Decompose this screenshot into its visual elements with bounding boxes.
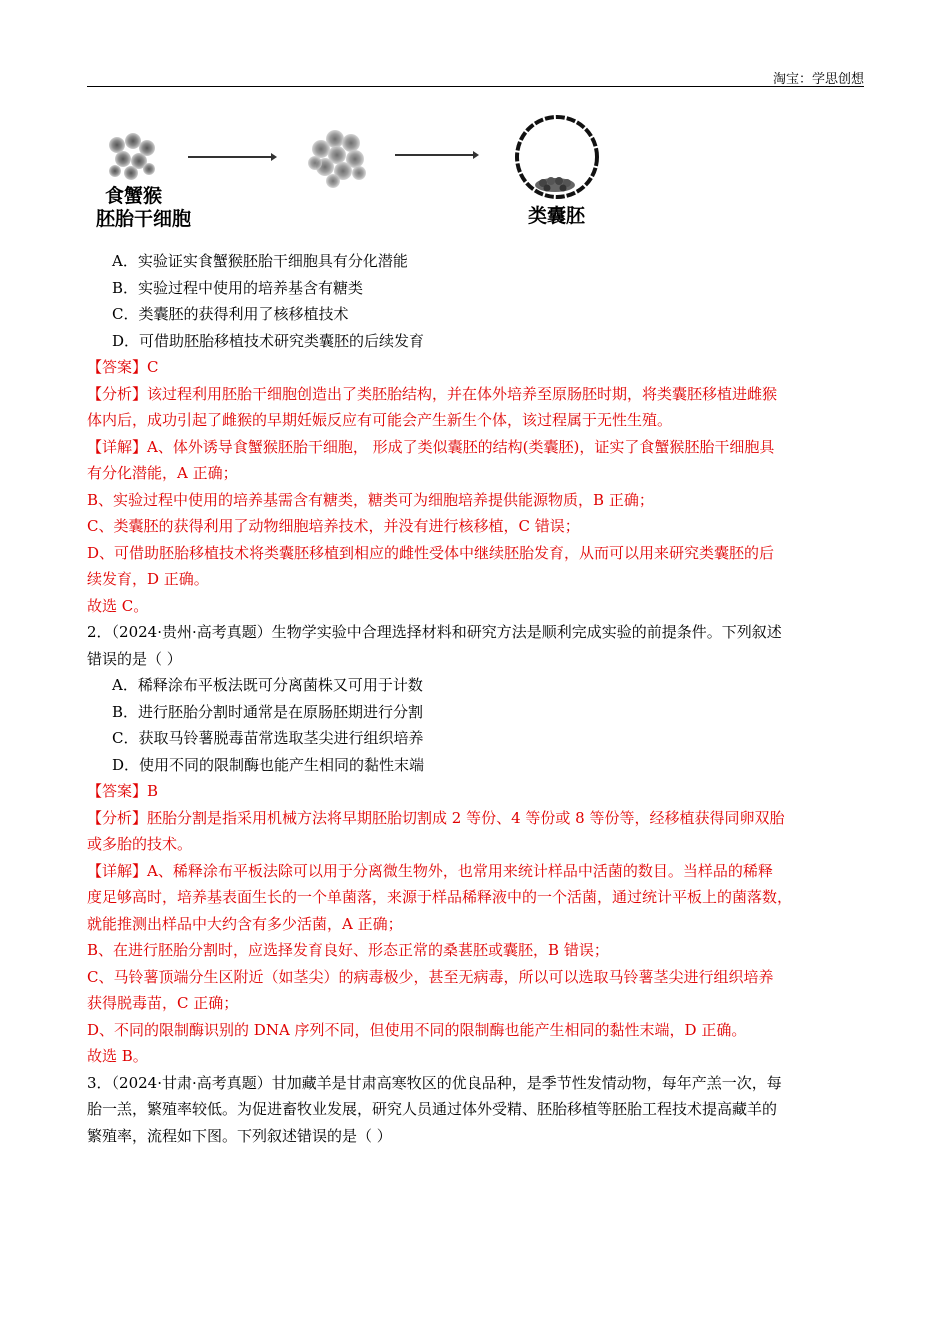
q1-option-b: B．实验过程中使用的培养基含有糖类	[112, 278, 364, 297]
q2-stem-line-2: 错误的是（ ）	[87, 649, 182, 668]
q1-option-c: C．类囊胚的获得利用了核移植技术	[112, 305, 349, 323]
stem-cell-cluster-icon	[109, 133, 155, 180]
label-start-line1: 食蟹猴	[105, 185, 163, 207]
q2-stem-line-1: 2．（2024·贵州·高考真题）生物学实验中合理选择材料和研究方法是顺利完成实验的前提条件。下列叙述	[87, 623, 782, 641]
document-body	[87, 248, 864, 1149]
analysis-text: 该过程利用胚胎干细胞创造出了类胚胎结构，并在体外培养至原肠胚时期，将类囊胚移植进雌猴	[147, 384, 778, 403]
q3-stem-line-3: 繁殖率，流程如下图。下列叙述错误的是（ ）	[87, 1126, 392, 1145]
q2-detail-line-3: 就能推测出样品中大约含有多少活菌，A 正确；	[87, 914, 403, 933]
q1-option-a: A．实验证实食蟹猴胚胎干细胞具有分化潜能	[112, 252, 408, 270]
embryo-diagram	[95, 115, 615, 235]
q2-detail-line-5: C、马铃薯顶端分生区附近（如茎尖）的病毒极少，甚至无病毒，所以可以选取马铃薯茎尖进行组织培养	[87, 967, 774, 986]
q1-answer	[87, 354, 864, 381]
q1-detail-line-2: 有分化潜能，A 正确；	[87, 464, 238, 482]
q1-option-d: D．可借助胚胎移植技术研究类囊胚的后续发育	[112, 331, 425, 350]
detail-tag: 【详解】	[87, 437, 148, 456]
answer-value: B	[147, 782, 159, 800]
page-header	[87, 68, 864, 87]
q2-answer	[87, 778, 864, 805]
analysis-tag: 【分析】	[87, 808, 148, 827]
q1-detail-line-4: C、类囊胚的获得利用了动物细胞培养技术，并没有进行核移植，C 错误；	[87, 517, 580, 535]
detail-text: A、稀释涂布平板法除可以用于分离微生物外，也常用来统计样品中活菌的数目。当样品的稀释	[147, 861, 773, 880]
detail-text: A、体外诱导食蟹猴胚胎干细胞， 形成了类似囊胚的结构(类囊胚)，证实了食蟹猴胚胎干细胞具	[147, 437, 775, 456]
q2-option-b: B．进行胚胎分割时通常是在原肠胚期进行分割	[112, 702, 424, 721]
answer-tag: 【答案】	[87, 782, 148, 800]
label-end: 类囊胚	[528, 205, 586, 227]
q2-option-a: A．稀释涂布平板法既可分离菌株又可用于计数	[112, 676, 423, 694]
q2-detail-line-6: 获得脱毒苗，C 正确；	[87, 994, 239, 1012]
q2-detail-line-4: B、在进行胚胎分割时，应选择发育良好、形态正常的桑葚胚或囊胚，B 错误；	[87, 941, 609, 959]
q1-detail-line-6: 续发育，D 正确。	[87, 570, 209, 588]
cell-aggregate-icon	[308, 130, 366, 188]
answer-value: C	[147, 358, 159, 376]
label-start-line2: 胚胎干细胞	[96, 208, 192, 230]
q2-option-d: D．使用不同的限制酶也能产生相同的黏性末端	[112, 755, 425, 774]
q1-detail-line-1	[87, 434, 864, 461]
q2-detail-line-1	[87, 858, 864, 885]
analysis-text: 胚胎分割是指采用机械方法将早期胚胎切割成 2 等份、4 等份或 8 等份等，经移植获得同卵双胎	[147, 808, 785, 827]
q1-detail-line-5: D、可借助胚胎移植技术将类囊胚移植到相应的雌性受体中继续胚胎发育，从而可以用来研究类囊胚的后	[87, 543, 775, 562]
header-source-text: 淘宝：学思创想	[772, 72, 864, 87]
arrow-right-icon	[188, 153, 277, 161]
q1-analysis-line-2: 体内后，成功引起了雌猴的早期妊娠反应有可能会产生新生个体，该过程属于无性生殖。	[87, 411, 673, 429]
answer-tag: 【答案】	[87, 358, 148, 376]
q1-analysis-line-1	[87, 381, 864, 408]
q1-detail-line-3: B、实验过程中使用的培养基需含有糖类，糖类可为细胞培养提供能源物质，B 正确；	[87, 490, 654, 509]
arrow-right-icon	[395, 151, 479, 159]
q3-stem-line-2: 胎一羔，繁殖率较低。为促进畜牧业发展，研究人员通过体外受精、胚胎移植等胚胎工程技术提高藏羊的	[87, 1100, 778, 1118]
q2-detail-line-7: D、不同的限制酶识别的 DNA 序列不同，但使用不同的限制酶也能产生相同的黏性末端，D 正确。	[87, 1020, 747, 1039]
q2-detail-line-2: 度足够高时，培养基表面生长的一个单菌落，来源于样品稀释液中的一个活菌，通过统计平板上的菌落数，	[87, 888, 793, 906]
blastoid-icon	[517, 117, 597, 197]
analysis-tag: 【分析】	[87, 384, 148, 403]
q3-stem-line-1: 3．（2024·甘肃·高考真题）甘加藏羊是甘肃高寒牧区的优良品种，是季节性发情动物，每年产羔一次，每	[87, 1073, 782, 1092]
q2-analysis-line-2: 或多胎的技术。	[87, 835, 193, 853]
q1-conclusion: 故选 C。	[87, 596, 149, 615]
q2-analysis-line-1	[87, 805, 864, 832]
q2-option-c: C．获取马铃薯脱毒苗常选取茎尖进行组织培养	[112, 729, 424, 747]
embryo-figure	[95, 115, 615, 235]
q2-conclusion: 故选 B。	[87, 1047, 148, 1065]
detail-tag: 【详解】	[87, 861, 148, 880]
